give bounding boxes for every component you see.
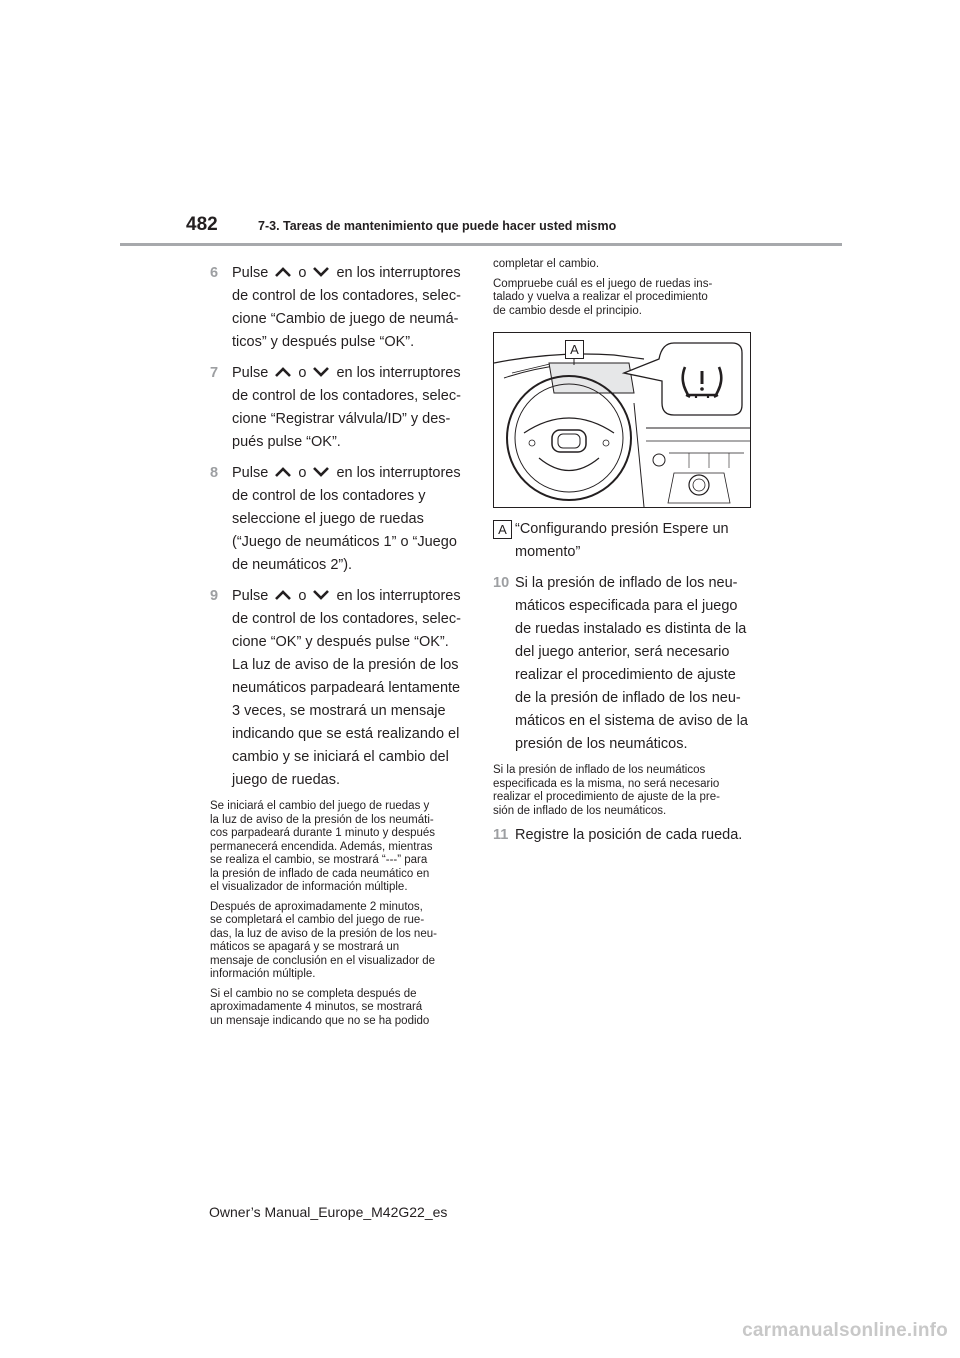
step-number: 7 [210, 365, 219, 381]
step-number: 8 [210, 465, 219, 481]
step-line: de la presión de inflado de los neu- [515, 690, 741, 706]
step-line: (“Juego de neumáticos 1” o “Juego [232, 534, 457, 550]
step-line: juego de ruedas. [232, 772, 341, 788]
note-line: das, la luz de aviso de la presión de los neu- [210, 927, 437, 940]
step-line: de control de los contadores, selec- [232, 288, 461, 304]
note-paragraph [493, 278, 753, 319]
note-line: cos parpadeará durante 1 minuto y después [210, 827, 436, 839]
chevron-down-icon [312, 466, 330, 478]
step-line: de control de los contadores y [232, 488, 426, 504]
note-paragraph [210, 901, 472, 982]
step-line: neumáticos parpadeará lentamente [232, 680, 461, 696]
or-text: o [298, 588, 307, 604]
step-number: 6 [210, 265, 219, 281]
or-text: o [298, 365, 307, 381]
chevron-up-icon [274, 366, 292, 378]
step-6 [210, 262, 472, 354]
left-column [210, 262, 472, 1034]
note-paragraph [210, 800, 472, 895]
step-lead-line [232, 262, 472, 285]
note-line: Si el cambio no se completa después de [210, 987, 417, 1000]
note-line: de cambio desde el principio. [493, 304, 642, 317]
note-line: se realiza el cambio, se mostrará “---” para [210, 854, 428, 866]
pulse-text: Pulse [232, 265, 269, 281]
note-line: la luz de aviso de la presión de los neumáti- [210, 813, 434, 826]
chevron-down-icon [312, 589, 330, 601]
caption-line: momento” [515, 544, 581, 560]
switch-text: en los interruptores [336, 465, 461, 481]
step-number: 9 [210, 588, 219, 604]
step-line: cambio y se iniciará el cambio del [232, 749, 449, 765]
watermark: carmanualsonline.info [742, 1320, 948, 1341]
pulse-text: Pulse [232, 588, 269, 604]
step-number: 11 [493, 827, 509, 843]
step-lead-line [232, 585, 472, 608]
caption-label-a: A [493, 520, 512, 539]
or-text: o [298, 465, 307, 481]
left-notes [210, 800, 472, 1028]
note-paragraph [493, 258, 753, 272]
note-line: talado y vuelva a realizar el procedimiento [493, 291, 708, 303]
step-7 [210, 362, 472, 454]
pulse-text: Pulse [232, 465, 269, 481]
step-lead-line [232, 362, 472, 385]
note-line: máticos se apagará y se mostrará un [210, 941, 400, 953]
step-number: 10 [493, 575, 510, 591]
note-line: un mensaje indicando que no se ha podido [210, 1014, 430, 1027]
step-line: de neumáticos 2”). [232, 557, 353, 573]
pulse-text: Pulse [232, 365, 269, 381]
note-paragraph [493, 764, 753, 818]
note-line: especificada es la misma, no será necesario [493, 777, 720, 790]
step-line: ticos” y después pulse “OK”. [232, 334, 415, 350]
or-text: o [298, 265, 307, 281]
note-line: aproximadamente 4 minutos, se mostrará [210, 1001, 423, 1013]
caption-line: “Configurando presión Espere un [515, 521, 729, 537]
note-line: Si la presión de inflado de los neumáticos [493, 764, 706, 776]
step-line: máticos en el sistema de aviso de la [515, 713, 748, 729]
figure-label-a: A [565, 340, 584, 359]
note-line: realizar el procedimiento de ajuste de la pre- [493, 791, 720, 803]
step-line: pués pulse “OK”. [232, 434, 341, 450]
left-steps [210, 262, 472, 792]
step-line: Si la presión de inflado de los neu- [515, 575, 738, 591]
note-line: se completará el cambio del juego de rue- [210, 914, 425, 926]
step-line: indicando que se está realizando el [232, 726, 460, 742]
chevron-up-icon [274, 266, 292, 278]
note-line: información múltiple. [210, 968, 316, 980]
dashboard-figure [493, 332, 751, 508]
note-paragraph [210, 988, 472, 1029]
step-line: del juego anterior, será necesario [515, 644, 730, 660]
right-notes-top [493, 258, 753, 318]
step-8 [210, 462, 472, 577]
step-line: La luz de aviso de la presión de los [232, 657, 459, 673]
note-line: permanecerá encendida. Además, mientras [210, 840, 433, 853]
note-line: el visualizador de información múltiple. [210, 881, 408, 893]
chevron-down-icon [312, 366, 330, 378]
step-line: presión de los neumáticos. [515, 736, 688, 752]
note-line: sión de inflado de los neumáticos. [493, 804, 667, 817]
step-11 [493, 824, 753, 847]
step-line: realizar el procedimiento de ajuste [515, 667, 736, 683]
footer-manual-id: Owner’s Manual_Europe_M42G22_es [209, 1204, 448, 1220]
note-line: Se iniciará el cambio del juego de ruedas y [210, 800, 430, 812]
step-line: 3 veces, se mostrará un mensaje [232, 703, 446, 719]
step-line: de control de los contadores, selec- [232, 388, 461, 404]
step-line: máticos especificada para el juego [515, 598, 738, 614]
note-line: mensaje de conclusión en el visualizador de [210, 954, 436, 967]
step-line: Registre la posición de cada rueda. [515, 827, 743, 843]
step-line: cione “OK” y después pulse “OK”. [232, 634, 449, 650]
chevron-up-icon [274, 466, 292, 478]
step-line: cione “Registrar válvula/ID” y des- [232, 411, 451, 427]
step-9 [210, 585, 472, 792]
note-line: Compruebe cuál es el juego de ruedas ins- [493, 277, 713, 290]
step-line: de ruedas instalado es distinta de la [515, 621, 747, 637]
header-divider [120, 243, 842, 246]
page-number: 482 [186, 214, 218, 235]
note-line: completar el cambio. [493, 258, 600, 270]
chevron-up-icon [274, 589, 292, 601]
step-10 [493, 572, 753, 756]
step-line: seleccione el juego de ruedas [232, 511, 424, 527]
step-lead-line [232, 462, 472, 485]
section-title: 7-3. Tareas de mantenimiento que puede hacer usted mismo [258, 219, 617, 233]
switch-text: en los interruptores [336, 265, 461, 281]
steering-wheel-dashboard-illustration [494, 333, 750, 507]
switch-text: en los interruptores [336, 588, 461, 604]
step-line: de control de los contadores, selec- [232, 611, 461, 627]
note-line: la presión de inflado de cada neumático en [210, 867, 430, 880]
switch-text: en los interruptores [336, 365, 461, 381]
note-line: Después de aproximadamente 2 minutos, [210, 900, 423, 913]
chevron-down-icon [312, 266, 330, 278]
figure-caption [493, 518, 753, 564]
step-line: cione “Cambio de juego de neumá- [232, 311, 459, 327]
right-column [493, 258, 753, 855]
